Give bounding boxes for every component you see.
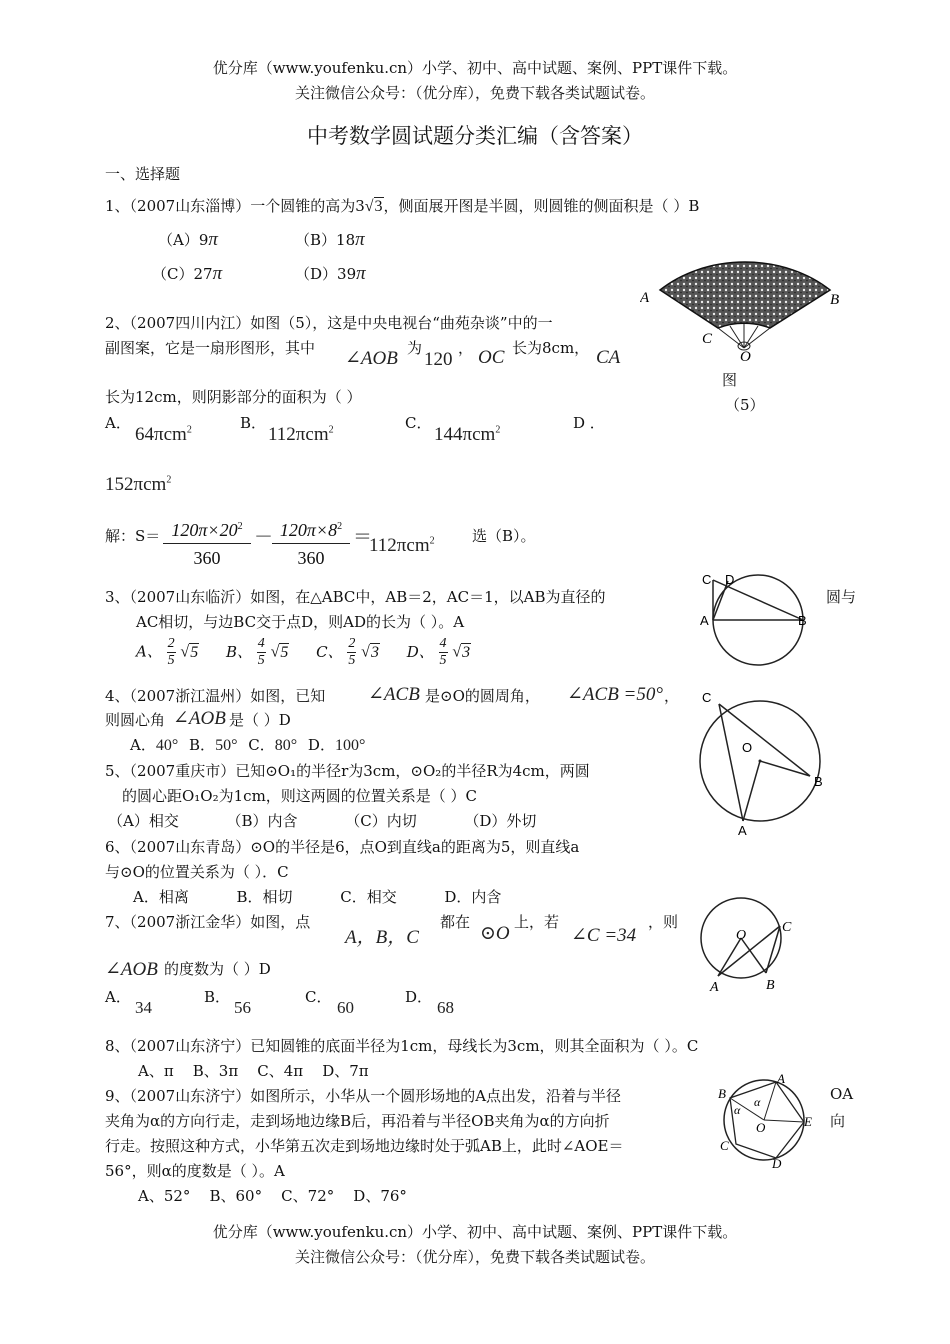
q2-angle-aob: ∠AOB [345, 348, 398, 369]
q9-line-3: 行走。按照这种方式，小华第五次走到场地边缘时处于弧AB上，此时∠AOE＝ [105, 1137, 624, 1155]
q7-option-a-label: A． [105, 988, 131, 1006]
q2-oc-length: 长为8cm， [512, 339, 590, 357]
q4-line-1a: 4、（2007浙江温州）如图，已知 [105, 687, 326, 705]
fan-label-b: B [830, 292, 840, 308]
q2-option-a-label: A． [105, 414, 131, 432]
q5-options: （A）相交 （B）内含 （C）内切 （D）外切 [108, 812, 537, 830]
q2-solution-fraction-2: $120\pi\times 8^2$ 360 [272, 520, 350, 569]
q9-figure [714, 1070, 818, 1172]
q7-line-1c: 上，若 [514, 913, 560, 931]
q3-fig-c: C [702, 572, 712, 587]
q9-fig-d: D [772, 1156, 782, 1171]
q7-aob: ∠AOB [105, 959, 158, 980]
q4-line-2a: 则圆心角 [105, 711, 166, 729]
fig5-number: （5） [725, 396, 765, 414]
q4-fig-a: A [738, 823, 747, 838]
q2-line-3: 长为12cm，则阴影部分的面积为（ ） [105, 388, 362, 406]
q1-option-a: （A）9π [158, 229, 218, 250]
q4-line-2b: 是（ ）D [229, 711, 291, 729]
q7-figure [696, 896, 804, 996]
q1-option-b: （B）18π [295, 229, 365, 250]
q9-line-1: 9、（2007山东济宁）如图所示，小华从一个圆形场地的A点出发，沿着与半径 [105, 1087, 622, 1105]
q5-line-1: 5、（2007重庆市）已知⊙O₁的半径r为3cm，⊙O₂的半径R为4cm，两圆 [105, 762, 590, 780]
q7-option-c-label: C． [305, 988, 332, 1006]
header-line-1: 优分库（www.youfenku.cn）小学、初中、高中试题、案例、PPT课件下载。 [212, 59, 738, 77]
q2-line-1: 2、（2007四川内江）如图（5），这是中央电视台“曲苑杂谈”中的一 [105, 314, 553, 332]
q2-option-c: 144πcm$^2$ [434, 424, 501, 445]
q4-fig-c: C [702, 690, 712, 705]
q2-comma: ， [458, 339, 474, 357]
q2-equals: ＝ [353, 527, 373, 548]
q3-line-1: 3、（2007山东临沂）如图，在△ABC中，AB＝2，AC＝1，以AB为直径的 [105, 588, 606, 606]
q7-circle-o: ⊙O [480, 923, 510, 944]
q7-option-b: 56 [234, 998, 251, 1017]
fan-label-o: O [740, 349, 751, 365]
q2-line-2a: 副图案，它是一扇形图形，其中 [105, 339, 316, 357]
question-1: 1、（2007山东淄博）一个圆锥的高为3√3，侧面展开图是半圆，则圆锥的侧面积是（ ）B [105, 197, 700, 215]
q7-option-d: 68 [437, 998, 454, 1017]
q2-solution-fraction-1: $120\pi\times 20^2$ 360 [163, 520, 251, 569]
fan-figure [640, 228, 850, 408]
fig5-label: 图 [722, 371, 738, 389]
q2-val-120: 120 [424, 349, 453, 370]
q9-fig-o: O [756, 1120, 766, 1135]
q6-options: A．相离 B．相切 C．相交 D．内含 [133, 888, 502, 906]
q2-option-b: 112πcm$^2$ [268, 424, 334, 445]
q1-option-c: （C）27π [152, 263, 223, 284]
q9-options: A、52° B、60° C、72° D、76° [138, 1187, 407, 1205]
q4-comma: ， [664, 687, 680, 705]
q3-fig-a: A [700, 613, 709, 628]
q1-option-d: （D）39π [295, 263, 366, 284]
q4-options: A．40° B．50° C．80° D．100° [130, 736, 366, 754]
footer-line-2: 关注微信公众号：（优分库），免费下载各类试题试卷。 [294, 1248, 655, 1266]
q3-fig-d: D [725, 572, 735, 587]
q9-fig-a: A [777, 1071, 785, 1086]
q9-line-2-tail: 向 [830, 1112, 846, 1130]
q9-line-1-tail: OA [830, 1085, 854, 1103]
footer-line-1: 优分库（www.youfenku.cn）小学、初中、高中试题、案例、PPT课件下载。 [212, 1223, 738, 1241]
q7-fig-c: C [782, 920, 792, 935]
q3-figure [698, 568, 818, 668]
q2-option-a: 64πcm$^2$ [135, 424, 192, 445]
q3-options: A、 $\frac{2}{5}$ √5 B、 $\frac{4}{5}$ √5 C、 $\frac{2}{5}$ √3 D、 $\frac{4}{5}$ √3 [136, 636, 471, 668]
q3-b-frac: $\frac{4}{5}$ [257, 636, 265, 668]
q2-minus: － [254, 527, 274, 548]
section-heading: 一、选择题 [105, 165, 181, 183]
q8-options: A、π B、3π C、4π D、7π [138, 1062, 369, 1080]
q3-fig-b: B [798, 613, 807, 628]
q3-d-frac: $\frac{4}{5}$ [439, 636, 447, 668]
q9-fig-b: B [718, 1086, 726, 1101]
q9-fig-alpha-1: α [754, 1095, 761, 1109]
fan-shaded-region [660, 262, 830, 328]
page-title: 中考数学圆试题分类汇编（含答案） [307, 124, 643, 148]
q2-choose: 选（B）。 [472, 527, 536, 545]
q4-acb: ∠ACB [368, 684, 420, 705]
q7-fig-b: B [766, 978, 775, 993]
q9-fig-e: E [804, 1114, 812, 1129]
q2-option-c-label: C． [405, 414, 432, 432]
q2-option-d: 152πcm$^2$ [105, 474, 172, 495]
q5-line-2: 的圆心距O₁O₂为1cm，则这两圆的位置关系是（ ）C [122, 787, 478, 805]
q3-c-frac: $\frac{2}{5}$ [348, 636, 356, 668]
q4-aob: ∠AOB [173, 708, 226, 729]
q6-line-2: 与⊙O的位置关系为（ ）．C [105, 863, 289, 881]
q2-ca: CA [596, 347, 621, 368]
q3-a-frac: $\frac{2}{5}$ [167, 636, 175, 668]
q3-line-2: AC相切，与边BC交于点D，则AD的长为（ ）。A [136, 613, 465, 631]
q7-option-c: 60 [337, 998, 354, 1017]
q8-line-1: 8、（2007山东济宁）已知圆锥的底面半径为1cm，母线长为3cm，则其全面积为（ ）。C [105, 1037, 699, 1055]
q4-fig-b: B [814, 774, 823, 789]
q2-solution-result: 112πcm$^2$ [369, 535, 435, 556]
q2-oc: OC [478, 347, 505, 368]
q2-solution-label: 解：S＝ [105, 527, 161, 545]
q3-line-1-tail: 圆与 [826, 588, 857, 606]
sqrt-3: √3 [364, 198, 383, 215]
q7-line-1a: 7、（2007浙江金华）如图，点 [105, 913, 311, 931]
q9-line-2: 夹角为α的方向行走，走到场地边缘B后，再沿着与半径OB夹角为α的方向折 [105, 1112, 610, 1130]
q7-points: A，B，C [345, 927, 419, 948]
fan-ribs [718, 324, 770, 348]
q2-wei: 为 [407, 339, 423, 357]
q7-option-a: 34 [135, 998, 152, 1017]
q7-line-1d: ，则 [648, 913, 679, 931]
q9-fig-alpha-2: α [734, 1103, 741, 1117]
q7-line-2: 的度数为（ ）D [164, 960, 271, 978]
q4-fig-o: O [742, 740, 753, 755]
q9-line-4: 56°，则α的度数是（ ）。A [105, 1162, 285, 1180]
q4-line-1b: 是⊙O的圆周角， [425, 687, 540, 705]
q7-option-d-label: D． [405, 988, 433, 1006]
q7-angle-c: ∠C =34 [571, 925, 637, 946]
fan-label-a: A [640, 290, 650, 306]
q9-fig-c: C [720, 1138, 729, 1153]
q2-option-b-label: B． [240, 414, 267, 432]
q7-fig-a: A [710, 980, 719, 995]
fan-label-c: C [702, 331, 713, 347]
q2-option-d-label: D ． [573, 414, 605, 432]
header-line-2: 关注微信公众号：（优分库），免费下载各类试题试卷。 [294, 84, 655, 102]
q7-option-b-label: B． [204, 988, 231, 1006]
q7-fig-o: O [736, 928, 747, 943]
q4-figure [688, 688, 833, 838]
q7-line-1b: 都在 [440, 913, 471, 931]
q4-acb-50: ∠ACB =50° [567, 684, 663, 705]
q6-line-1: 6、（2007山东青岛）⊙O的半径是6，点O到直线a的距离为5，则直线a [105, 838, 580, 856]
